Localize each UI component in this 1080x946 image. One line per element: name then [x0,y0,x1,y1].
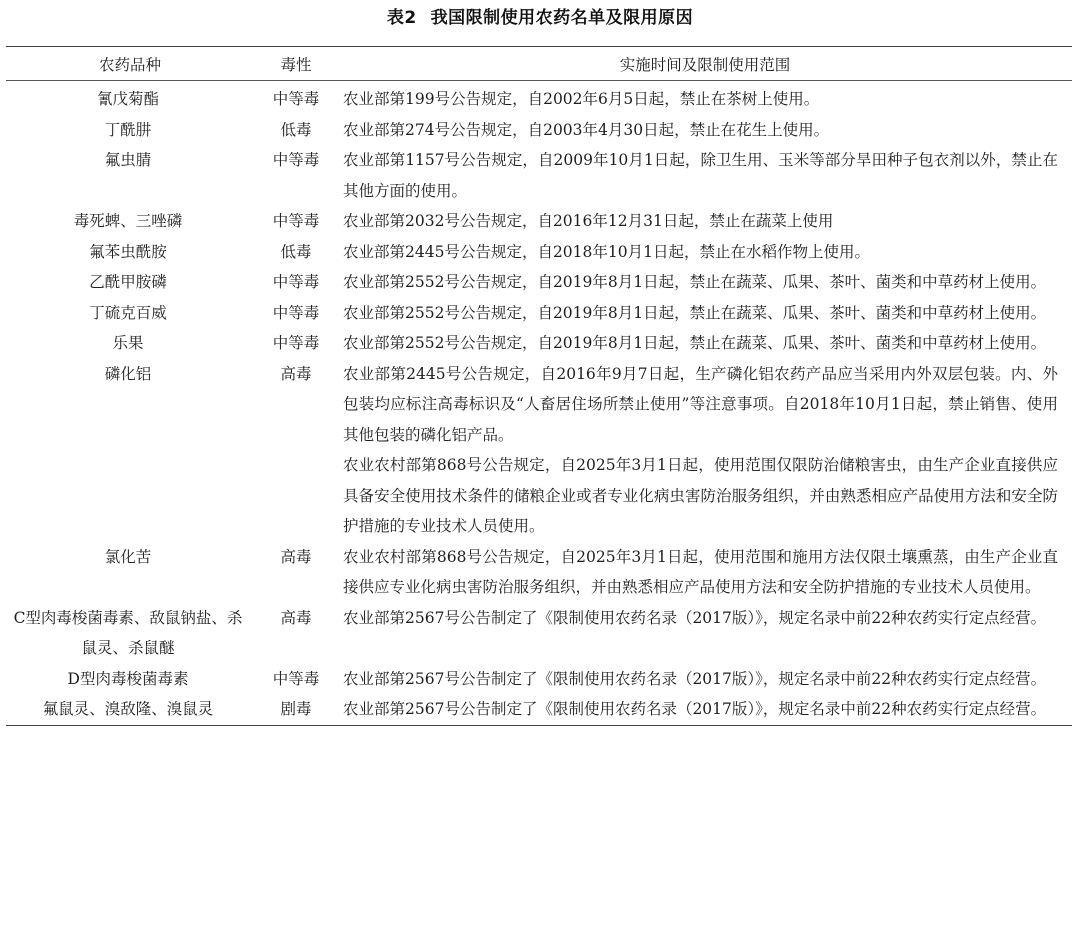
restricted-pesticides-table [6,46,1072,726]
pesticide-name: D型肉毒梭菌毒素 [67,669,189,688]
toxicity-level: 中等毒 [272,669,320,688]
restriction-description: 农业部第1157号公告规定，自2009年10月1日起，除卫生用、玉米等部分旱田种子包衣剂以外，禁止在其他方面的使用。 [343,151,1058,200]
table-row [6,206,1072,237]
pesticide-name: 氟苯虫酰胺 [89,242,167,261]
table-row [6,603,1072,664]
header-description: 实施时间及限制使用范围 [619,55,791,74]
table-row [6,298,1072,329]
toxicity-level: 中等毒 [272,334,320,352]
table-row [6,359,1072,451]
restriction-description-secondary: 农业农村部第868号公告规定，自2025年3月1日起，使用范围仅限防治储粮害虫，由生产企业直接供应具备安全使用技术条件的储粮企业或者专业化病虫害防治服务组织，并由熟悉相应产品使用方法和安全防护措施的专业技术人员使用。 [343,456,1058,535]
header-toxicity: 毒性 [280,55,312,74]
pesticide-name: 乙酰甲胺磷 [89,273,167,291]
restriction-description: 农业部第199号公告规定，自2002年6月5日起，禁止在茶树上使用。 [343,90,820,108]
table-row [6,81,1072,115]
toxicity-level: 剧毒 [280,700,312,718]
table-row [6,267,1072,298]
toxicity-level: 高毒 [280,364,312,383]
table-title: 我国限制使用农药名单及限用原因 [430,8,694,28]
restriction-description: 农业部第2567号公告制定了《限制使用农药名录（2017版）》，规定名录中前22种农药实行定点经营。 [343,608,1047,627]
restriction-description: 农业部第2552号公告规定，自2019年8月1日起，禁止在蔬菜、瓜果、茶叶、菌类和中草药材上使用。 [343,334,1047,352]
toxicity-level: 中等毒 [272,273,320,291]
toxicity-level: 低毒 [280,242,312,261]
restriction-description: 农业部第2032号公告规定，自2016年12月31日起，禁止在蔬菜上使用 [343,212,834,230]
restriction-description: 农业部第2445号公告规定，自2018年10月1日起，禁止在水稻作物上使用。 [343,242,870,261]
pesticide-name: 氟鼠灵、溴敌隆、溴鼠灵 [42,700,214,718]
table-row [6,145,1072,206]
pesticide-name: 磷化铝 [104,364,152,383]
pesticide-name: 毒死蜱、三唑磷 [73,212,183,230]
table-row [6,694,1072,725]
toxicity-level: 低毒 [280,120,312,139]
header-pesticide-name: 农药品种 [98,55,161,74]
pesticide-name: C型肉毒梭菌毒素、敌鼠钠盐、杀鼠灵、杀鼠醚 [13,608,243,657]
header-row [6,47,1072,81]
table-row [6,664,1072,695]
table-caption [0,6,1080,30]
table-body [6,81,1072,726]
table-number: 表2 [386,8,417,28]
pesticide-name: 丁酰肼 [104,120,152,139]
table-row [6,542,1072,603]
restriction-description: 农业农村部第868号公告规定，自2025年3月1日起，使用范围和施用方法仅限土壤熏蒸，由生产企业直接供应专业化病虫害防治服务组织，并由熟悉相应产品使用方法和安全防护措施的专业技术人员使用。 [343,547,1058,596]
toxicity-level: 高毒 [280,547,312,566]
restriction-description: 农业部第274号公告规定，自2003年4月30日起，禁止在花生上使用。 [343,120,830,139]
table-row [6,237,1072,268]
pesticide-name: 氯化苦 [104,547,152,566]
pesticide-name: 乐果 [112,334,144,352]
toxicity-level: 中等毒 [272,90,320,108]
restriction-description: 农业部第2567号公告制定了《限制使用农药名录（2017版）》，规定名录中前22种农药实行定点经营。 [343,669,1047,688]
pesticide-name: 氰戊菊酯 [96,90,159,108]
toxicity-level: 中等毒 [272,212,320,230]
toxicity-level: 高毒 [280,608,312,627]
table-row [6,115,1072,146]
pesticide-name: 氟虫腈 [104,151,152,169]
table-header [6,47,1072,81]
toxicity-level: 中等毒 [272,303,320,322]
restriction-description: 农业部第2552号公告规定，自2019年8月1日起，禁止在蔬菜、瓜果、茶叶、菌类和中草药材上使用。 [343,273,1047,291]
restriction-description: 农业部第2552号公告规定，自2019年8月1日起，禁止在蔬菜、瓜果、茶叶、菌类和中草药材上使用。 [343,303,1047,322]
table-row [6,328,1072,359]
pesticide-name: 丁硫克百威 [89,303,167,322]
restriction-description: 农业部第2445号公告规定，自2016年9月7日起，生产磷化铝农药产品应当采用内外双层包装。内、外包装均应标注高毒标识及“人畜居住场所禁止使用”等注意事项。自2018年10月1日起，禁止销售、使用其他包装的磷化铝产品。 [343,364,1058,444]
toxicity-level: 中等毒 [272,151,320,169]
restriction-description: 农业部第2567号公告制定了《限制使用农药名录（2017版）》，规定名录中前22种农药实行定点经营。 [343,700,1047,718]
